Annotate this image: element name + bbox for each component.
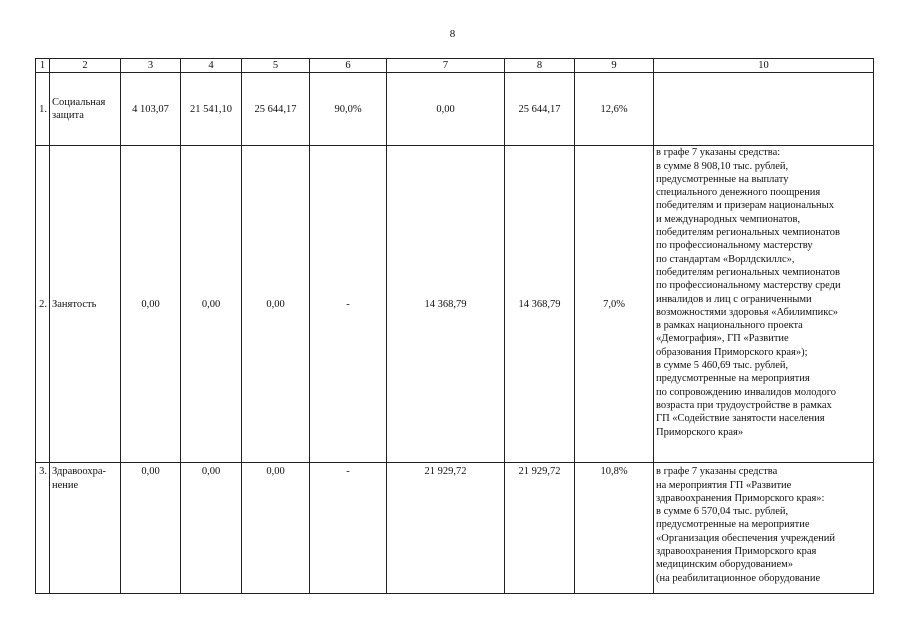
cell-value: - [310,146,387,463]
column-header: 4 [181,59,242,73]
cell-value: 21 929,72 [505,463,575,594]
row-category: Здравоохра- нение [50,463,121,594]
data-table [35,58,874,594]
table-row [36,146,874,463]
cell-note [654,73,874,146]
row-number: 2. [36,146,50,463]
table-row [36,463,874,594]
cell-value: 4 103,07 [121,73,181,146]
column-header: 1 [36,59,50,73]
cell-value: 21 929,72 [387,463,505,594]
row-category: Занятость [50,146,121,463]
table-row [36,73,874,146]
cell-value: 25 644,17 [505,73,575,146]
column-header: 9 [575,59,654,73]
table-header-row [36,59,874,73]
cell-value: 0,00 [121,463,181,594]
column-header: 10 [654,59,874,73]
cell-value: 14 368,79 [387,146,505,463]
column-header: 5 [242,59,310,73]
cell-value: 0,00 [242,146,310,463]
column-header: 7 [387,59,505,73]
column-header: 3 [121,59,181,73]
row-number: 3. [36,463,50,594]
cell-value: 0,00 [387,73,505,146]
cell-note: в графе 7 указаны средства на мероприятия ГП «Развитие здравоохранения Приморского края»: в сумме 6 570,04 тыс. рублей, предусмотренные на мероприятие «Организация обеспечения учреждений здравоохранения Приморского края медицинским оборудованием» (на реабилитационное оборудование [654,463,874,594]
cell-value: 0,00 [242,463,310,594]
cell-value: 12,6% [575,73,654,146]
cell-note: в графе 7 указаны средства: в сумме 8 908,10 тыс. рублей, предусмотренные на выплату специального денежного поощрения победителям и призерам национальных и международных чемпионатов, победителям региональных чемпионатов по профессиональному мастерству по стандартам «Ворлдскиллс», победителям региональных чемпионатов по профессиональному мастерству среди инвалидов и лиц с ограниченными возможностями здоровья «Абилимпикс» в рамках национального проекта «Демография», ГП «Развитие образования Приморского края»); в сумме 5 460,69 тыс. рублей, предусмотренные на мероприятия по сопровождению инвалидов молодого возраста при трудоустройстве в рамках ГП «Содействие занятости населения Приморского края» [654,146,874,463]
column-header: 2 [50,59,121,73]
cell-value: 25 644,17 [242,73,310,146]
cell-value: 0,00 [181,463,242,594]
cell-value: 0,00 [181,146,242,463]
column-header: 8 [505,59,575,73]
cell-value: 90,0% [310,73,387,146]
cell-value: 10,8% [575,463,654,594]
cell-value: 21 541,10 [181,73,242,146]
cell-value: 0,00 [121,146,181,463]
row-number: 1. [36,73,50,146]
cell-value: - [310,463,387,594]
cell-value: 7,0% [575,146,654,463]
column-header: 6 [310,59,387,73]
row-category: Социальная защита [50,73,121,146]
page-number: 8 [449,28,456,40]
cell-value: 14 368,79 [505,146,575,463]
